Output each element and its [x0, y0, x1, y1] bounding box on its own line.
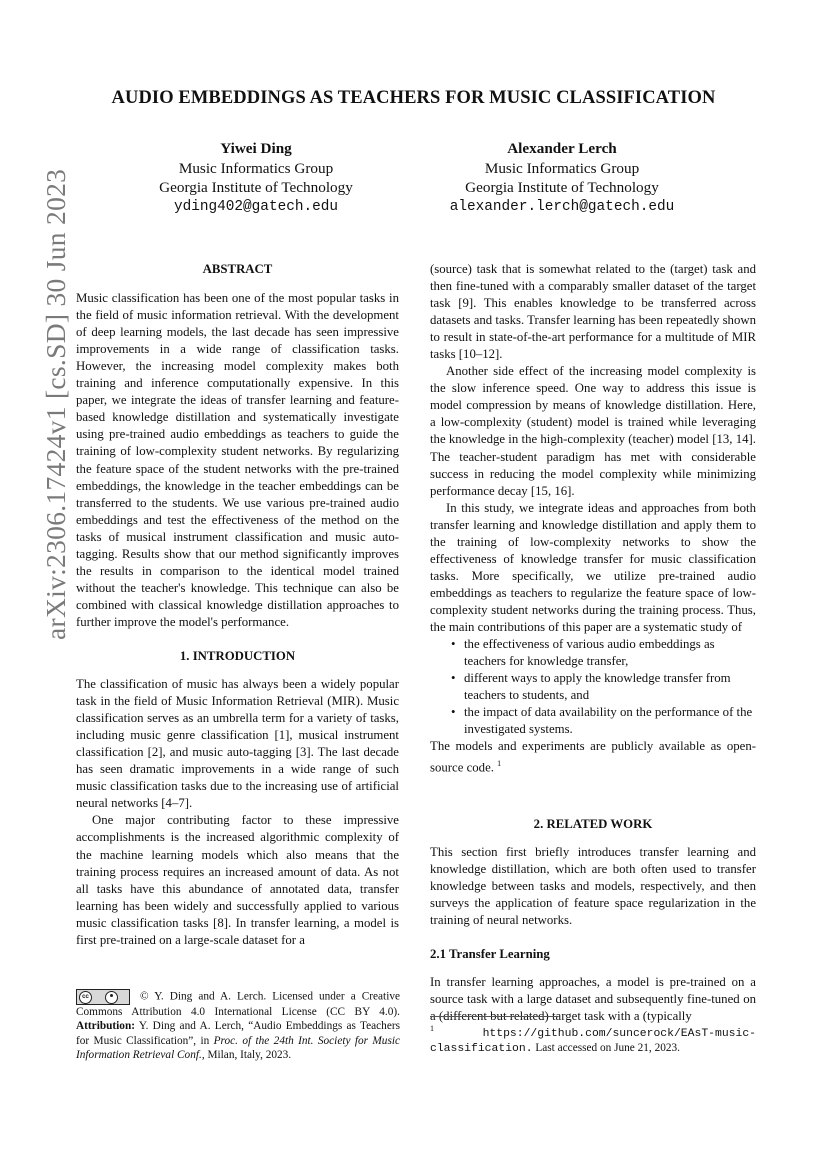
intro-paragraph-4: In this study, we integrate ideas and approaches from both transfer learning and knowledge distillation and apply them to the training of low-complexity networks to show the effectiveness of knowledge transfer for music classification tasks. More specifically, we utilize pre-trained audio embeddings as teachers to regularize the feature space of low-complexity student networks during the training process. Thus, the main contributions of this paper are a systematic study of [430, 500, 756, 634]
intro-paragraph-5: The models and experiments are publicly available as open-source code. $^1$ [430, 739, 756, 775]
author-block-2 [412, 139, 712, 217]
intro-paragraph-2-cont: (source) task that is somewhat related to the (target) task and then fine-tuned with a comparably smaller dataset of the target task [9]. This enables knowledge to be transferred across datasets and tasks. Transfer learning has been repeatedly shown to result in state-of-the-art performance for a multitude of MIR tasks [10–12]. [430, 262, 756, 362]
related-paragraph-1: This section first briefly introduces transfer learning and knowledge distillation, which are both often used to transfer knowledge between tasks and models, respectively, and then surveys the application of feature space regularization in the training of neural networks. [430, 844, 756, 927]
intro-paragraph-2: One major contributing factor to these impressive accomplishments is the increased algorithmic complexity of the machine learning models which also means that the training process requires an increased amount of data. As not all tasks have this abundance of annotated data, transfer learning has been widely and successfully applied to various music classification tasks [8]. In transfer learning, a model is first pre-trained on a large-scale dataset for a [76, 813, 399, 947]
footnote-url[interactable]: https://github.com/suncerock/EAsT-music-classification. [430, 1027, 756, 1056]
author-group: Music Informatics Group [484, 159, 640, 177]
author-group: Music Informatics Group [178, 159, 334, 177]
author-email[interactable]: yding402@gatech.edu [173, 198, 339, 215]
author-name: Yiwei Ding [220, 140, 292, 157]
author-email[interactable]: alexander.lerch@gatech.edu [449, 198, 675, 215]
paper-title: AUDIO EMBEDDINGS AS TEACHERS FOR MUSIC CLASSIFICATION [111, 88, 716, 108]
author-name: Alexander Lerch [507, 140, 617, 157]
transfer-learning-heading: 2.1 Transfer Learning [430, 946, 550, 961]
abstract-text: Music classification has been one of the most popular tasks in the field of music information retrieval. With the development of deep learning models, the last decade has seen impressive improvements in a wide range of classification tasks. However, the increasing model complexity makes both training and inference computationally expensive. In this paper, we integrate the ideas of transfer learning and feature-based knowledge distillation and systematically investigate using pre-trained audio embeddings as teachers to guide the training of low-complexity student networks. By regularizing the feature space of the student networks with the pre-trained embeddings, the knowledge in the teacher embeddings can be transferred to the students. We use various pre-trained audio embeddings and test the effectiveness of the method on the tasks of musical instrument classification and music auto-tagging. Results show that our method significantly improves the results in comparison to the identical model trained without the teacher's knowledge. This technique can also be combined with classical knowledge distillation approaches to further improve the model's performance. [76, 291, 399, 629]
footnote: $^1$ https://github.com/suncerock/EAsT-music-classification. Last accessed on June 21, 2023. [430, 1024, 756, 1056]
related-work-heading: 2. RELATED WORK [533, 816, 653, 831]
list-item: • different ways to apply the knowledge transfer from teachers to students, and [464, 670, 756, 704]
related-paragraph-2: In transfer learning approaches, a model is pre-trained on a source task with a large dataset and subsequently fine-tuned on a (different but related) target task with a (typically [430, 975, 756, 1024]
intro-paragraph-3: Another side effect of the increasing model complexity is the slow inference speed. One way to address this issue is model compression by means of knowledge distillation. Here, a low-complexity (student) model is trained while leveraging the knowledge in the high-complexity (teacher) model [13, 14]. The teacher-student paradigm has met with considerable success in reducing the model complexity while minimizing performance decay [15, 16]. [430, 364, 756, 498]
intro-paragraph-1: The classification of music has always been a widely popular task in the field of Music Information Retrieval (MIR). Music classification serves as an umbrella term for a variety of tasks, including music genre classification [1], musical instrument classification [2], and music auto-tagging [3]. The last decade has seen dramatic improvements in a wide range of such music classification tasks due to the increasing use of artificial neural networks [4–7]. [76, 677, 399, 811]
arxiv-stamp: arXiv:2306.17424v1 [cs.SD] 30 Jun 2023 [40, 168, 71, 640]
footnote-mark[interactable]: 1 [497, 759, 502, 769]
license-note: cc © Y. Ding and A. Lerch. Licensed under a Creative Commons Attribution 4.0 International License (CC BY 4.0). Attribution: Y. Ding and A. Lerch, “Audio Embeddings as Teachers for Music Classification”, in Proc. of the 24th Int. Society for Music Information Retrieval Conf., Milan, Italy, 2023. [76, 990, 401, 1062]
author-institution: Georgia Institute of Technology [465, 179, 659, 197]
cc-by-badge-icon: cc [76, 989, 130, 1005]
contribution-list [430, 636, 756, 738]
list-item: • the impact of data availability on the performance of the investigated systems. [464, 704, 756, 738]
footnote-divider [430, 1016, 558, 1017]
author-institution: Georgia Institute of Technology [159, 179, 353, 197]
abstract-heading: ABSTRACT [202, 262, 273, 276]
left-column [76, 261, 399, 949]
author-block-1 [106, 139, 406, 217]
intro-heading: 1. INTRODUCTION [179, 648, 296, 663]
right-column [430, 261, 756, 1025]
list-item: • the effectiveness of various audio embeddings as teachers for knowledge transfer, [464, 636, 756, 670]
